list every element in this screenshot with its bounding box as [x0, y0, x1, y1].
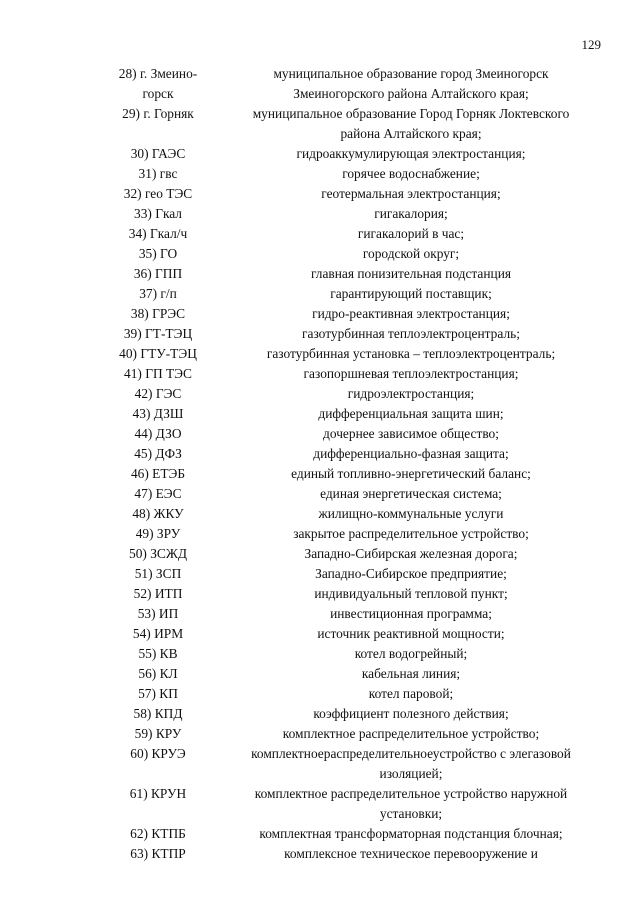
abbreviation-entry — [100, 544, 600, 564]
abbreviation-entry — [100, 164, 600, 184]
abbreviation-definition: гидроаккумулирующая электростанция; — [296, 146, 526, 161]
abbreviation-term: 53) ИП — [137, 606, 179, 621]
abbreviation-term: 63) КТПР — [130, 846, 186, 861]
abbreviation-entry — [100, 684, 600, 704]
abbreviation-entry — [100, 664, 600, 684]
abbreviation-term: 36) ГПП — [133, 266, 183, 281]
abbreviation-entry — [100, 424, 600, 444]
abbreviation-term: 47) ЕЭС — [134, 486, 182, 501]
abbreviation-term: 44) ДЗО — [134, 426, 182, 441]
abbreviation-definition: гидро-реактивная электростанция; — [312, 306, 510, 321]
abbreviation-definition: газотурбинная теплоэлектроцентраль; — [302, 326, 520, 341]
abbreviation-entry — [100, 204, 600, 224]
abbreviation-term: 38) ГРЭС — [130, 306, 186, 321]
abbreviation-entry — [100, 364, 600, 384]
abbreviation-term: 40) ГТУ-ТЭЦ — [119, 346, 197, 361]
abbreviation-entry — [100, 384, 600, 404]
abbreviation-definition: горячее водоснабжение; — [342, 166, 480, 181]
abbreviation-entry — [100, 824, 600, 844]
abbreviation-term: 61) КРУН — [129, 786, 187, 801]
abbreviation-term: 34) Гкал/ч — [128, 226, 188, 241]
abbreviation-term: 60) КРУЭ — [130, 746, 186, 761]
abbreviation-entry — [100, 184, 600, 204]
abbreviation-term: 48) ЖКУ — [132, 506, 184, 521]
abbreviation-entry — [100, 504, 600, 524]
abbreviation-term: 42) ГЭС — [134, 386, 182, 401]
abbreviation-entry — [100, 704, 600, 724]
abbreviation-term: 46) ЕТЭБ — [130, 466, 186, 481]
abbreviation-definition: Западно-Сибирская железная дорога; — [304, 546, 518, 561]
abbreviation-term: 59) КРУ — [134, 726, 182, 741]
abbreviation-term: 37) г/п — [139, 286, 177, 301]
abbreviation-list — [100, 64, 600, 864]
abbreviation-definition: коэффициент полезного действия; — [313, 706, 509, 721]
abbreviation-entry — [100, 464, 600, 484]
abbreviation-entry — [100, 484, 600, 504]
abbreviation-term: 32) гео ТЭС — [123, 186, 193, 201]
abbreviation-term: 33) Гкал — [134, 206, 182, 221]
abbreviation-definition: гидроэлектростанция; — [347, 386, 475, 401]
abbreviation-definition: источник реактивной мощности; — [317, 626, 505, 641]
abbreviation-entry — [100, 584, 600, 604]
abbreviation-entry — [100, 64, 600, 104]
abbreviation-definition: газопоршневая теплоэлектростанция; — [303, 366, 519, 381]
abbreviation-definition: геотермальная электростанция; — [321, 186, 501, 201]
abbreviation-definition: закрытое распределительное устройство; — [293, 526, 529, 541]
abbreviation-definition: комплектная трансформаторная подстанция блочная; — [259, 826, 563, 841]
abbreviation-term: 28) г. Змеино- горск — [118, 66, 198, 101]
abbreviation-term: 51) ЗСП — [134, 566, 182, 581]
abbreviation-definition: жилищно-коммунальные услуги — [318, 506, 504, 521]
page-number: 129 — [581, 37, 601, 52]
abbreviation-term: 56) КЛ — [138, 666, 178, 681]
abbreviation-term: 62) КТПБ — [130, 826, 186, 841]
abbreviation-term: 29) г. Горняк — [122, 106, 194, 121]
abbreviation-definition: дочернее зависимое общество; — [323, 426, 499, 441]
abbreviation-definition: инвестиционная программа; — [330, 606, 492, 621]
abbreviation-entry — [100, 344, 600, 364]
abbreviation-definition: комплексное техническое перевооружение и — [284, 846, 538, 861]
abbreviation-entry — [100, 604, 600, 624]
abbreviation-term: 45) ДФЗ — [134, 446, 182, 461]
abbreviation-term: 39) ГТ-ТЭЦ — [123, 326, 193, 341]
abbreviation-definition: котел паровой; — [368, 686, 454, 701]
abbreviation-term: 31) гвс — [138, 166, 178, 181]
abbreviation-entry — [100, 404, 600, 424]
abbreviation-term: 30) ГАЭС — [130, 146, 186, 161]
abbreviation-entry — [100, 304, 600, 324]
abbreviation-entry — [100, 564, 600, 584]
abbreviation-term: 50) ЗСЖД — [129, 546, 187, 561]
abbreviation-entry — [100, 444, 600, 464]
abbreviation-definition: муниципальное образование Город Горняк Локтевского района Алтайского края; — [252, 106, 570, 141]
abbreviation-definition: газотурбинная установка – теплоэлектроцентраль; — [266, 346, 556, 361]
abbreviation-entry — [100, 844, 600, 864]
abbreviation-definition: дифференциальная защита шин; — [318, 406, 504, 421]
abbreviation-entry — [100, 724, 600, 744]
abbreviation-entry — [100, 144, 600, 164]
abbreviation-term: 35) ГО — [138, 246, 178, 261]
abbreviation-definition: кабельная линия; — [361, 666, 461, 681]
abbreviation-definition: единый топливно-энергетический баланс; — [291, 466, 531, 481]
abbreviation-definition: муниципальное образование город Змеиногорск Змеиногорского района Алтайского края; — [273, 66, 549, 101]
abbreviation-entry — [100, 644, 600, 664]
abbreviation-term: 57) КП — [138, 686, 178, 701]
abbreviation-definition: индивидуальный тепловой пункт; — [314, 586, 508, 601]
abbreviation-entry — [100, 744, 600, 784]
abbreviation-definition: гигакалорий в час; — [357, 226, 465, 241]
abbreviation-definition: гарантирующий поставщик; — [330, 286, 492, 301]
abbreviation-term: 52) ИТП — [133, 586, 183, 601]
abbreviation-definition: главная понизительная подстанция — [310, 266, 512, 281]
abbreviation-definition: единая энергетическая система; — [320, 486, 502, 501]
abbreviation-entry — [100, 244, 600, 264]
abbreviation-definition: котел водогрейный; — [354, 646, 468, 661]
abbreviation-term: 58) КПД — [133, 706, 183, 721]
abbreviation-entry — [100, 524, 600, 544]
abbreviation-term: 54) ИРМ — [132, 626, 184, 641]
abbreviation-term: 49) ЗРУ — [135, 526, 181, 541]
abbreviation-definition: комплектноераспределительноеустройство с элегазовой изоляцией; — [251, 746, 571, 781]
abbreviation-entry — [100, 104, 600, 144]
abbreviation-entry — [100, 264, 600, 284]
abbreviation-term: 41) ГП ТЭС — [124, 366, 192, 381]
abbreviation-entry — [100, 224, 600, 244]
abbreviation-definition: дифференциально-фазная защита; — [313, 446, 509, 461]
abbreviation-entry — [100, 784, 600, 824]
abbreviation-entry — [100, 284, 600, 304]
abbreviation-entry — [100, 624, 600, 644]
abbreviation-definition: комплектное распределительное устройство; — [282, 726, 540, 741]
abbreviation-definition: комплектное распределительное устройство наружной установки; — [254, 786, 568, 821]
abbreviation-term: 55) КВ — [138, 646, 178, 661]
abbreviation-definition: гигакалория; — [374, 206, 448, 221]
abbreviation-entry — [100, 324, 600, 344]
abbreviation-definition: Западно-Сибирское предприятие; — [315, 566, 507, 581]
abbreviation-term: 43) ДЗШ — [132, 406, 184, 421]
abbreviation-definition: городской округ; — [362, 246, 460, 261]
